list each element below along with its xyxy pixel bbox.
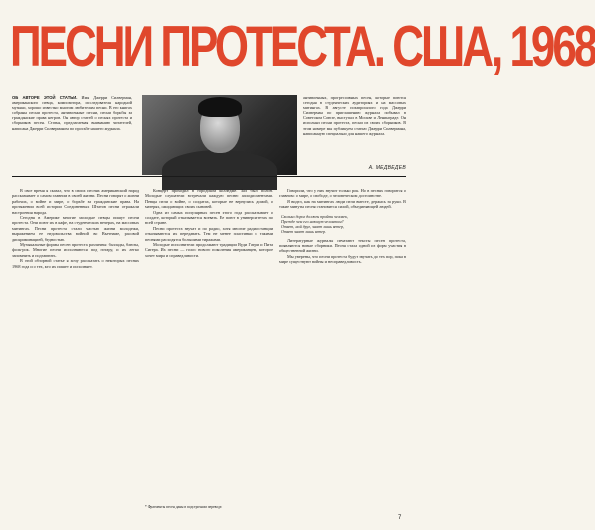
intro-heading: ОБ АВТОРЕ ЭТОЙ СТАТЬИ.: [12, 95, 78, 100]
photo-shoulders: [162, 150, 277, 190]
paragraph: Музыкальные формы песен протеста различны: баллады, блюзы, фолк-рок. Многие песни исполняются под гитару, и их легко запомнить и подхватить.: [12, 242, 139, 258]
text-column-2: [145, 188, 273, 513]
paragraph: Мы уверены, что песни протеста будут звучать до тех пор, пока в мире существуют войны и несправедливость.: [279, 253, 406, 265]
page-number: 7: [398, 515, 402, 521]
about-author-intro: [12, 95, 132, 175]
paragraph: Сегодня в Америке многие молодые певцы пишут песни протеста. Они поют их в кафе, на студенческих вечерах, на массовых митингах. Песни протеста стали частью жизни молодежи, выражением ее недовольства войной во Вьетнаме, расовой дискриминацией, бедностью.: [12, 215, 139, 242]
author-photo: [142, 95, 297, 175]
song-verse: Сколько дорог должен пройти человек, Прежде чем его назовут человеком? Ответ, мой друг, знает лишь ветер, Ответ знает лишь ветер.: [281, 213, 348, 234]
intro-continued: антивоенных, прогрессивных песен, которые поются сегодня в студенческих аудиториях и на массовых митингах. В августе позапрошлого года Джерри Силверман по приглашению журнала побывал в Советском Союзе, выступал в Москве и Ленинграде. Он исполнял песни протеста, песни из своих сборников. В этом номере мы публикуем статью Джерри Силвермана, написанную специально для нашего журнала.: [303, 95, 406, 136]
paragraph: Я видел, как на митингах люди пели вместе, держась за руки. В такие минуты песня становится силой, объединяющей людей.: [279, 198, 406, 210]
author-signature: А. МЕДВЕДЕВ: [368, 165, 406, 171]
paragraph: Литературные журналы печатают тексты песен протеста, появляются новые сборники. Песня стала одной из форм участия в общественной жизни.: [279, 237, 406, 254]
paragraph: Говорили, что у них звучит только рок. Но в песнях говорится о главном: о мире, о свободе, о человеческом достоинстве.: [279, 188, 406, 199]
paragraph: Молодые исполнители продолжают традиции Вуди Гатри и Пита Сигера. Их песни — голос нового поколения американцев, которое хочет мира и справедливости.: [145, 242, 273, 258]
paragraph: Одна из самых популярных песен этого года рассказывает о солдате, который отказывается воевать. Ее поют в университетах по всей стране.: [145, 209, 273, 226]
intro-text: Имя Джерри Силверман, американского певца, композитора, исследователя народной музыки, хорошо известно многим любителям песни. В его книгах собраны песни протеста, антивоенные песни, песни борьбы за гражданские права негров. Он автор статей о песнях протеста и сборников песен. Статья, предлагаемая вниманию читателей, написана Джерри Силверманом по просьбе нашего журнала.: [12, 95, 132, 131]
paragraph: Концерт проходил в городском колледже. Зал был полон. Молодые слушатели встречали каждую песню аплодисментами. Певцы пели о войне, о солдатах, которые не вернулись домой, о матерях, ожидающих своих сыновей.: [145, 188, 273, 210]
paragraph: В этой обзорной статье я хочу рассказать о некоторых песнях 1968 года и о тех, кто их пишет и исполняет.: [12, 258, 139, 269]
paragraph: В свое время я сказал, что в своих песнях американский народ рассказывает о самом главном в своей жизни. Песни говорят о жизни рабочих, о войне и мире, о борьбе за гражданские права. На протяжении всей истории Соединенных Штатов песни отражали настроения народа.: [12, 188, 139, 215]
footnote: * Фрагменты песен даны в подстрочном переводе.: [145, 505, 223, 509]
divider: [12, 176, 406, 177]
photo-hair: [198, 97, 242, 117]
text-column-1: [12, 188, 139, 513]
paragraph: Песни протеста звучат и по радио, хотя многие радиостанции отказываются их передавать. Тем не менее пластинки с такими песнями расходятся большими тиражами.: [145, 225, 273, 242]
text-column-3: [279, 188, 406, 513]
article-title: ПЕСНИ ПРОТЕСТА. США, 1968: [10, 15, 595, 80]
